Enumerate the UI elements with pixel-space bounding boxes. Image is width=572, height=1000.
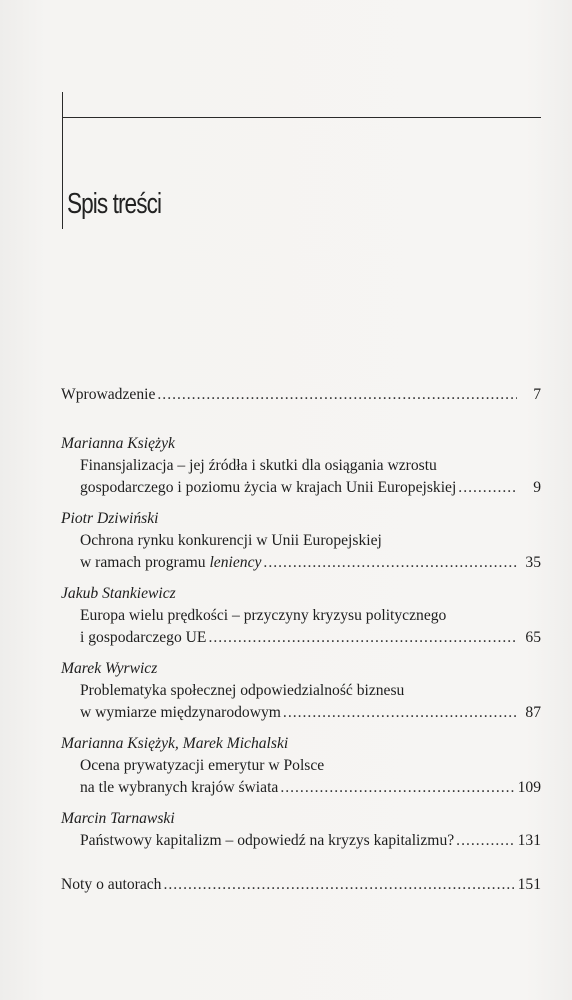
- page-number: 87: [525, 704, 541, 721]
- toc-entry-author-notes: [61, 874, 541, 896]
- toc-line: [61, 627, 541, 649]
- toc-line: [61, 477, 541, 499]
- toc-entry-chapter: [61, 508, 541, 574]
- toc-entry-chapter: [61, 808, 541, 852]
- chapter-title-line: Państwowy kapitalizm – odpowiedź na kryzys kapitalizmu?: [80, 832, 455, 849]
- page-number: 109: [517, 779, 541, 796]
- page-number: 35: [525, 554, 541, 571]
- toc-entry-chapter: [61, 733, 541, 799]
- chapter-title-line: Ochrona rynku konkurencji w Unii Europejskiej: [80, 532, 382, 549]
- chapter-author: Marek Wyrwicz: [61, 660, 158, 677]
- chapter-author: Piotr Dziwiński: [61, 510, 159, 527]
- chapter-title-text: w ramach programu: [80, 554, 210, 571]
- dot-leader: [283, 702, 517, 724]
- toc-line: [61, 777, 541, 799]
- toc-line: [61, 384, 541, 406]
- chapter-title-line: Finansjalizacja – jej źródła i skutki dla osiągania wzrostu: [80, 457, 437, 474]
- top-horizontal-rule: [62, 117, 541, 118]
- page-number: 7: [533, 386, 541, 403]
- chapter-author: Jakub Stankiewicz: [61, 585, 176, 602]
- page-number: 151: [517, 876, 541, 893]
- table-of-contents: [61, 384, 541, 896]
- chapter-title-line: Ocena prywatyzacji emerytur w Polsce: [80, 757, 325, 774]
- dot-leader: [458, 477, 517, 499]
- chapter-title-line: na tle wybranych krajów świata: [80, 779, 279, 796]
- chapter-title-line: Europa wielu prędkości – przyczyny kryzysu politycznego: [80, 607, 447, 624]
- dot-leader: [157, 384, 517, 406]
- toc-line: [61, 830, 541, 852]
- chapter-title-line: Problematyka społecznej odpowiedzialność biznesu: [80, 682, 405, 699]
- toc-entry-title: Wprowadzenie: [61, 386, 156, 403]
- toc-line: [61, 552, 541, 574]
- chapter-title-line: w wymiarze międzynarodowym: [80, 704, 281, 721]
- page-number: 9: [533, 479, 541, 496]
- chapter-title-line: gospodarczego i poziomu życia w krajach Unii Europejskiej: [80, 479, 457, 496]
- left-vertical-rule: [62, 92, 63, 229]
- toc-line: [61, 874, 541, 896]
- chapter-author: Marcin Tarnawski: [61, 810, 175, 827]
- dot-leader: [163, 874, 513, 896]
- toc-entry-chapter: [61, 583, 541, 649]
- chapter-author: Marianna Księżyk: [61, 435, 175, 452]
- toc-entry-chapter: [61, 433, 541, 499]
- page-number: 131: [517, 832, 541, 849]
- chapter-title-emphasis: leniency: [209, 554, 262, 571]
- dot-leader: [280, 777, 513, 799]
- dot-leader: [456, 830, 513, 852]
- toc-line: [61, 702, 541, 724]
- dot-leader: [263, 552, 517, 574]
- dot-leader: [208, 627, 517, 649]
- page-number: 65: [525, 629, 541, 646]
- chapter-title-line: i gospodarczego UE: [80, 629, 207, 646]
- page-title: Spis treści: [67, 188, 162, 220]
- chapter-author: Marianna Księżyk, Marek Michalski: [61, 735, 289, 752]
- toc-entry-chapter: [61, 658, 541, 724]
- toc-entry-introduction: [61, 384, 541, 406]
- toc-entry-title: Noty o autorach: [61, 876, 162, 893]
- chapter-title-line: [80, 552, 261, 574]
